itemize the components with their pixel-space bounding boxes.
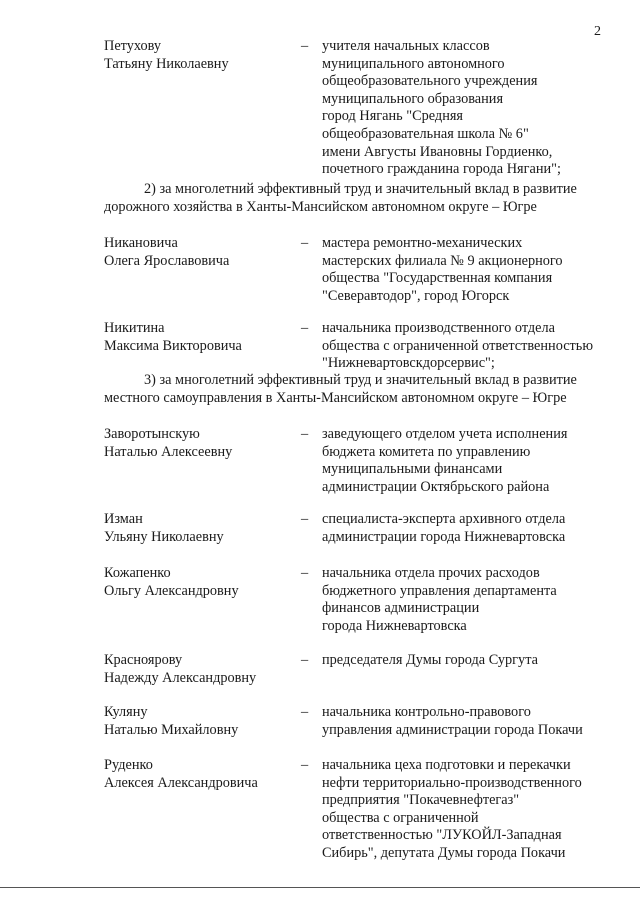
recipient-name xyxy=(104,426,284,461)
position-line: общества с ограниченной xyxy=(322,809,479,826)
dash-separator: – xyxy=(301,235,309,251)
recipient-name xyxy=(104,320,284,355)
dash-separator: – xyxy=(301,757,309,773)
recipient-position xyxy=(322,38,622,179)
dash-separator: – xyxy=(301,565,309,581)
name-line: Надежду Александровну xyxy=(104,669,257,686)
name-line: Никановича xyxy=(104,235,178,251)
name-line: Руденко xyxy=(104,757,153,773)
position-line: начальника контрольно-правового xyxy=(322,704,531,720)
name-line: Алексея Александровича xyxy=(104,774,258,791)
name-line: Ольгу Александровну xyxy=(104,582,239,599)
position-line: специалиста-эксперта архивного отдела xyxy=(322,511,566,527)
recipient-name xyxy=(104,652,284,687)
recipient-name xyxy=(104,757,284,792)
paragraph-line: дорожного хозяйства в Ханты-Мансийском автономном округе – Югре xyxy=(104,198,537,215)
dash-separator: – xyxy=(301,652,309,668)
position-line: финансов администрации xyxy=(322,600,480,617)
position-line: мастерских филиала № 9 акционерного xyxy=(322,252,563,269)
paragraph-line: 2) за многолетний эффективный труд и значительный вклад в развитие xyxy=(144,181,577,197)
name-line: Олега Ярославовича xyxy=(104,252,230,269)
paragraph-line: местного самоуправления в Ханты-Мансийском автономном округе – Югре xyxy=(104,389,567,406)
dash-separator: – xyxy=(301,320,309,336)
section-paragraph xyxy=(104,372,624,407)
recipient-position xyxy=(322,565,622,635)
position-line: почетного гражданина города Нягани"; xyxy=(322,161,561,178)
position-line: нефти территориально-производственного xyxy=(322,774,582,791)
recipient-position xyxy=(322,511,622,546)
name-line: Наталью Алексеевну xyxy=(104,443,233,460)
position-line: учителя начальных классов xyxy=(322,38,490,54)
name-line: Красноярову xyxy=(104,652,183,668)
page-edge-line xyxy=(0,887,640,888)
name-line: Наталью Михайловну xyxy=(104,721,239,738)
paragraph-line: 3) за многолетний эффективный труд и значительный вклад в развитие xyxy=(144,372,577,388)
name-line: Кожапенко xyxy=(104,565,171,581)
name-line: Петухову xyxy=(104,38,162,54)
recipient-position xyxy=(322,235,622,305)
position-line: муниципальными финансами xyxy=(322,461,503,478)
name-line: Татьяну Николаевну xyxy=(104,55,229,72)
dash-separator: – xyxy=(301,704,309,720)
dash-separator: – xyxy=(301,38,309,54)
recipient-position xyxy=(322,426,622,496)
recipient-name xyxy=(104,704,284,739)
section-paragraph xyxy=(104,181,624,216)
position-line: администрации города Нижневартовска xyxy=(322,528,566,545)
position-line: общества с ограниченной ответственностью xyxy=(322,337,593,354)
position-line: город Нягань "Средняя xyxy=(322,108,463,125)
position-line: общеобразовательная школа № 6" xyxy=(322,125,529,142)
position-line: начальника отдела прочих расходов xyxy=(322,565,540,581)
position-line: администрации Октябрьского района xyxy=(322,478,550,495)
recipient-position xyxy=(322,704,622,739)
name-line: Куляну xyxy=(104,704,148,720)
position-line: председателя Думы города Сургута xyxy=(322,652,538,668)
name-line: Ульяну Николаевну xyxy=(104,528,224,545)
recipient-position xyxy=(322,652,622,670)
page-number: 2 xyxy=(594,24,601,39)
dash-separator: – xyxy=(301,511,309,527)
recipient-name xyxy=(104,38,284,73)
position-line: бюджета комитета по управлению xyxy=(322,443,531,460)
position-line: управления администрации города Покачи xyxy=(322,721,583,738)
name-line: Изман xyxy=(104,511,143,527)
name-line: Заворотынскую xyxy=(104,426,200,442)
name-line: Максима Викторовича xyxy=(104,337,242,354)
position-line: имени Августы Ивановны Гордиенко, xyxy=(322,143,553,160)
position-line: общеобразовательного учреждения xyxy=(322,73,538,90)
position-line: бюджетного управления департамента xyxy=(322,582,557,599)
recipient-name xyxy=(104,565,284,600)
recipient-position xyxy=(322,757,622,863)
recipient-name xyxy=(104,235,284,270)
position-line: "Северавтодор", город Югорск xyxy=(322,287,510,304)
position-line: муниципального образования xyxy=(322,90,504,107)
position-line: муниципального автономного xyxy=(322,55,505,72)
position-line: заведующего отделом учета исполнения xyxy=(322,426,568,442)
position-line: Сибирь", депутата Думы города Покачи xyxy=(322,844,566,861)
position-line: начальника цеха подготовки и перекачки xyxy=(322,757,571,773)
position-line: мастера ремонтно-механических xyxy=(322,235,523,251)
name-line: Никитина xyxy=(104,320,165,336)
recipient-name xyxy=(104,511,284,546)
position-line: города Нижневартовска xyxy=(322,617,467,634)
recipient-position xyxy=(322,320,622,373)
position-line: ответственностью "ЛУКОЙЛ-Западная xyxy=(322,827,562,844)
position-line: предприятия "Покачевнефтегаз" xyxy=(322,792,520,809)
position-line: начальника производственного отдела xyxy=(322,320,556,336)
dash-separator: – xyxy=(301,426,309,442)
position-line: "Нижневартовскдорсервис"; xyxy=(322,355,495,372)
position-line: общества "Государственная компания xyxy=(322,270,553,287)
